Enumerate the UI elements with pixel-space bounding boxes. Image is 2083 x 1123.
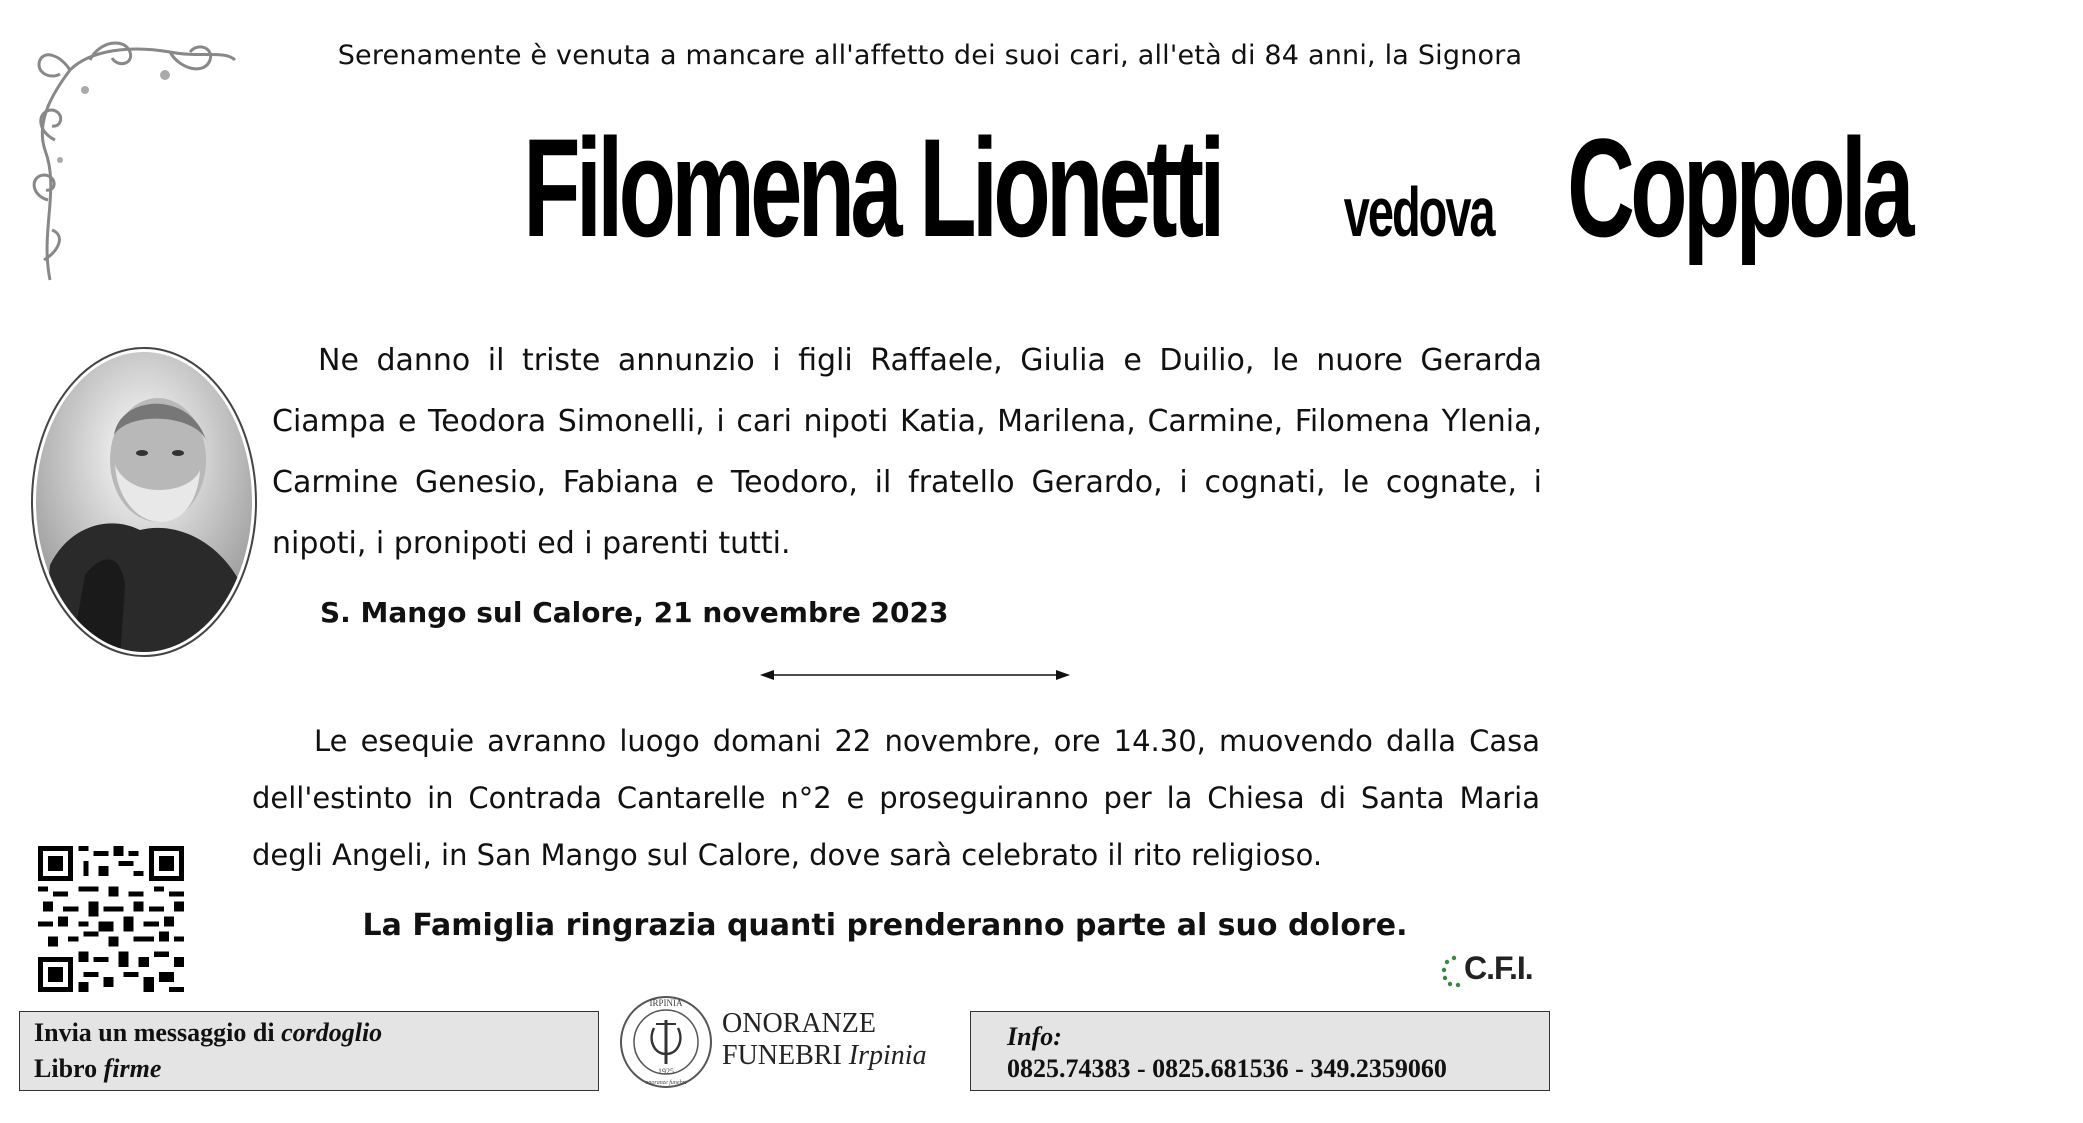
funeral-text: Le esequie avranno luogo domani 22 novembre, ore 14.30, muovendo dalla Casa dell'estinto in Contrada Cantarelle n°2 e proseguiranno per la Chiesa di Santa Maria degli Angeli, in San Mango sul Calore, dove sarà celebrato il rito religioso. (252, 724, 1540, 872)
thanks-text: La Famiglia ringrazia quanti prenderanno parte al suo dolore. (362, 908, 1408, 943)
name-last: Coppola (1567, 109, 1910, 266)
brand-line1: ONORANZE (722, 1008, 876, 1039)
announcement-text: Ne danno il triste annunzio i figli Raffaele, Giulia e Duilio, le nuore Gerarda Ciampa e Teodora Simonelli, i cari nipoti Katia, Marilena, Carmine, Filomena Ylenia, Carmine Genesio, Fabiana e Teodoro, il fratello Gerardo, i cognati, le cognate, i nipoti, i pronipoti ed i parenti tutti. (272, 343, 1542, 561)
qr-code-icon[interactable] (38, 846, 184, 992)
info-box (970, 1011, 1550, 1091)
saint-portrait (30, 345, 258, 660)
name-first: Filomena Lionetti (523, 109, 1221, 266)
intro-text: Serenamente è venuta a mancare all'affetto dei suoi cari, all'età di 84 anni, la Signora (337, 40, 1523, 71)
double-arrow-icon (760, 665, 1070, 685)
guestbook-label-italic: firme (103, 1054, 162, 1083)
deceased-name (300, 109, 1910, 266)
info-phones[interactable]: 0825.74383 - 0825.681536 - 349.2359060 (1007, 1054, 1447, 1083)
guestbook-link[interactable] (34, 1054, 161, 1084)
guestbook-label: Libro (34, 1054, 104, 1083)
logo-bottom-text: onoranze funebri (645, 1080, 687, 1086)
logo-year: 1925 (658, 1067, 674, 1076)
cfi-logo (1442, 950, 1542, 996)
condolence-box[interactable] (19, 1011, 599, 1091)
cfi-text: C.F.I. (1464, 950, 1533, 986)
logo-top-text: IRPINIA (649, 998, 683, 1008)
brand-line2-italic: Irpinia (848, 1040, 927, 1071)
brand-line2 (722, 1040, 927, 1072)
funeral-home-logo (618, 994, 714, 1090)
place-date: S. Mango sul Calore, 21 novembre 2023 (320, 596, 949, 629)
cfi-dots-icon (1442, 954, 1466, 990)
brand-line2-plain: FUNEBRI (722, 1040, 849, 1071)
condolence-label-italic: cordoglio (281, 1018, 383, 1047)
send-condolence-link[interactable] (34, 1018, 382, 1048)
name-middle: vedova (1344, 173, 1494, 251)
info-label: Info: (1007, 1022, 1062, 1051)
corner-flourish-icon (30, 30, 240, 290)
condolence-label: Invia un messaggio di (34, 1018, 282, 1047)
funeral-home-name (722, 1008, 927, 1072)
